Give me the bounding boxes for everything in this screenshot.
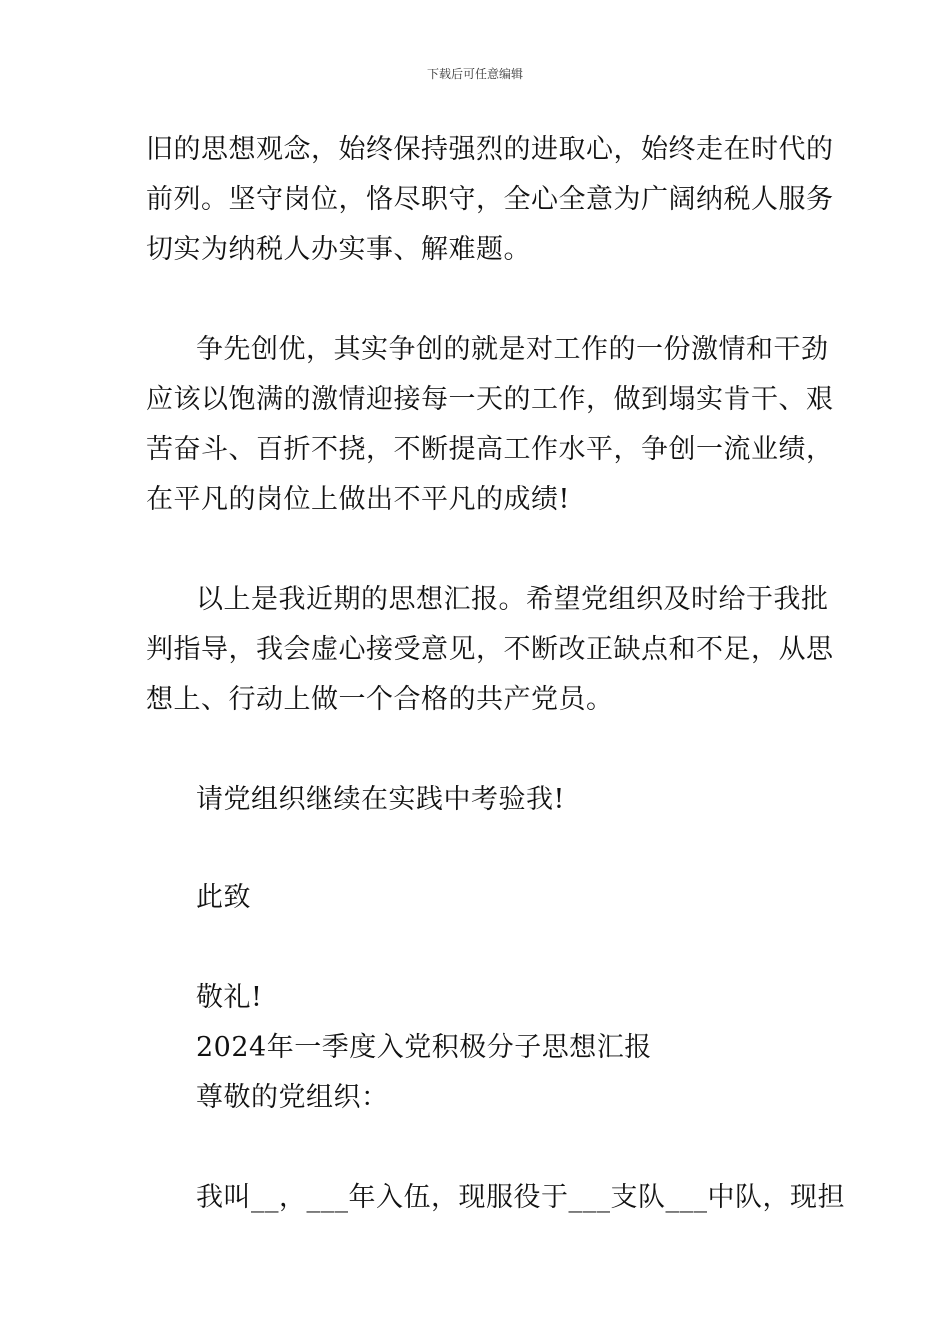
text-line: 判指导，我会虚心接受意见，不断改正缺点和不足，从思	[146, 634, 834, 665]
text-line: 以上是我近期的思想汇报。希望党组织及时给于我批	[196, 584, 829, 615]
text-line: 争先创优，其实争创的就是对工作的一份激情和干劲	[196, 334, 829, 365]
text-line: 请党组织继续在实践中考验我!	[196, 784, 565, 815]
text-line: 前列。坚守岗位，恪尽职守，全心全意为广阔纳税人服务	[146, 184, 834, 215]
text-line: 我叫__，___年入伍，现服役于___支队___中队，现担	[196, 1182, 845, 1213]
text-line: 应该以饱满的激情迎接每一天的工作，做到塌实肯干、艰	[146, 384, 834, 415]
page-header-note: 下载后可任意编辑	[426, 67, 523, 81]
text-line: 旧的思想观念，始终保持强烈的进取心，始终走在时代的	[146, 134, 834, 165]
text-line: 想上、行动上做一个合格的共产党员。	[146, 684, 614, 715]
text-line: 苦奋斗、百折不挠，不断提高工作水平，争创一流业绩，	[146, 434, 834, 465]
report-title: 2024年一季度入党积极分子思想汇报	[196, 1032, 652, 1063]
greeting: 尊敬的党组织：	[196, 1082, 389, 1113]
text-line: 切实为纳税人办实事、解难题。	[146, 234, 531, 265]
text-line: 在平凡的岗位上做出不平凡的成绩!	[146, 484, 570, 515]
closing-regards: 敬礼!	[196, 982, 263, 1013]
closing-salutation: 此致	[196, 882, 251, 913]
